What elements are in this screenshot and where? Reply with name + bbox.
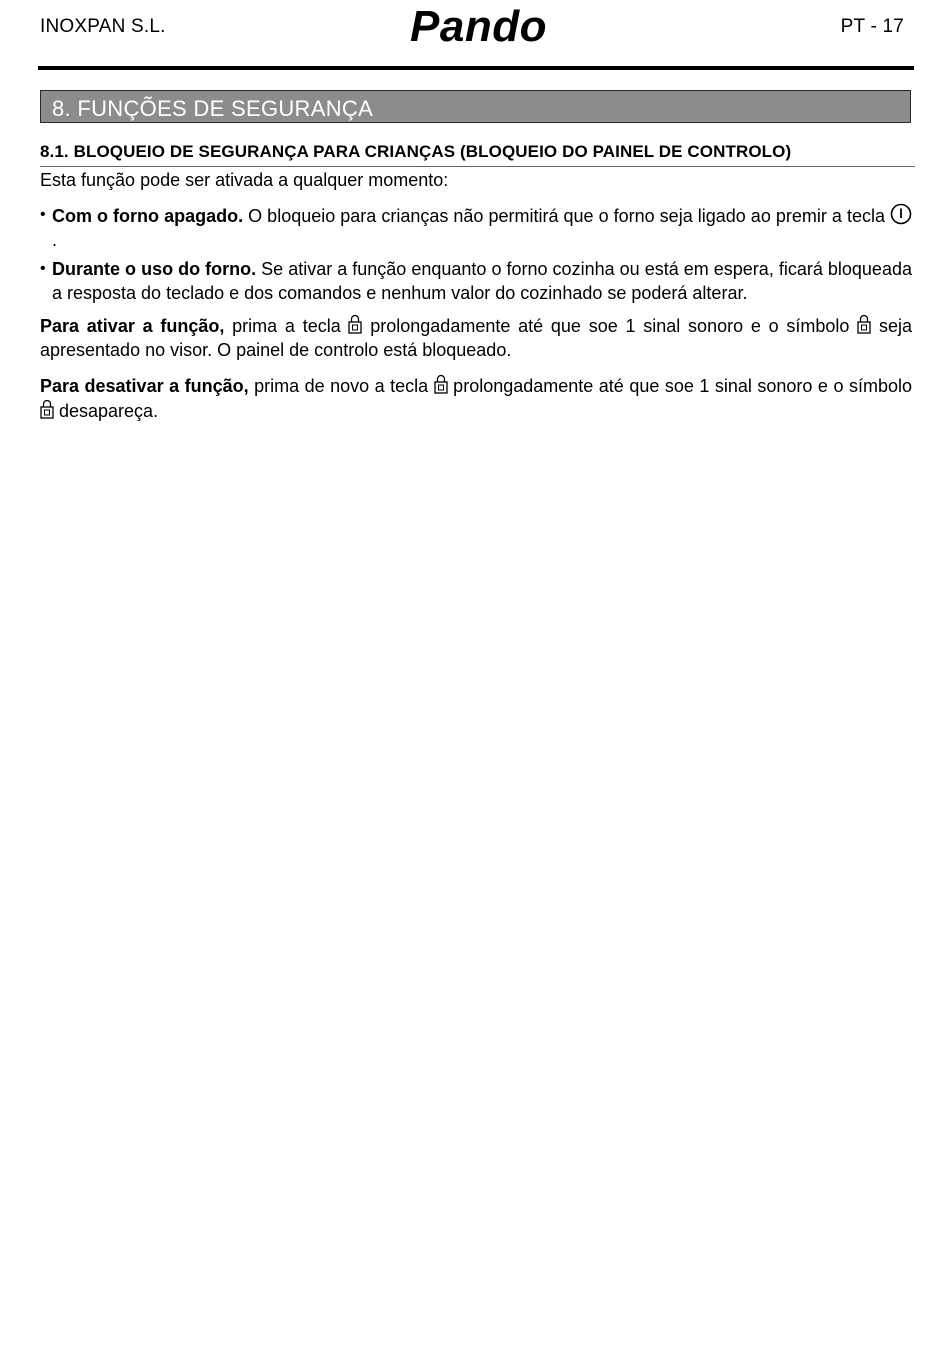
list-item-text	[52, 257, 912, 305]
deactivate-text-2: prolongadamente até que soe 1 sinal sonoro e o símbolo	[447, 376, 912, 396]
deactivate-paragraph	[40, 373, 912, 423]
lock-icon	[434, 373, 448, 395]
activate-bold: Para ativar a função,	[40, 316, 225, 336]
power-icon	[890, 203, 912, 225]
list-item-bold: Com o forno apagado.	[52, 206, 244, 226]
company-name: INOXPAN S.L.	[40, 16, 166, 37]
bullet-icon: •	[40, 260, 46, 277]
list-item	[40, 203, 912, 252]
deactivate-text-1: prima de novo a tecla	[248, 376, 434, 396]
section-heading	[40, 90, 911, 123]
activate-text-3: seja apresentado no visor. O painel de controlo está bloqueado.	[40, 316, 912, 360]
list-item-text	[52, 203, 912, 252]
activate-paragraph	[40, 313, 912, 362]
activate-text-2: prolongadamente até que soe 1 sinal sonoro e o símbolo	[362, 316, 858, 336]
section-title: 8. FUNÇÕES DE SEGURANÇA	[52, 96, 374, 121]
list-item-body: Se ativar a função enquanto o forno cozinha ou está em espera, ficará bloqueada a resposta do teclado e dos comandos e nenhum valor do cozinhado se poderá alterar.	[52, 259, 912, 303]
page-header	[38, 0, 914, 70]
lock-icon	[348, 313, 362, 335]
list-item-end: .	[52, 230, 58, 250]
lock-icon	[857, 313, 871, 335]
deactivate-bold: Para desativar a função,	[40, 376, 249, 396]
bullet-icon: •	[40, 206, 46, 223]
list-item-body: O bloqueio para crianças não permitirá que o forno seja ligado ao premir a tecla	[243, 206, 891, 226]
brand-logo: Pando	[410, 2, 547, 51]
intro-paragraph: Esta função pode ser ativada a qualquer momento:	[40, 170, 449, 190]
lock-icon	[40, 398, 54, 420]
subsection-title: 8.1. BLOQUEIO DE SEGURANÇA PARA CRIANÇAS (BLOQUEIO DO PAINEL DE CONTROLO)	[40, 142, 915, 167]
activate-text-1: prima a tecla	[224, 316, 349, 336]
list-item	[40, 257, 912, 305]
list-item-bold: Durante o uso do forno.	[52, 259, 257, 279]
page-number: PT - 17	[840, 16, 904, 37]
deactivate-text-3: desapareça.	[54, 401, 159, 421]
